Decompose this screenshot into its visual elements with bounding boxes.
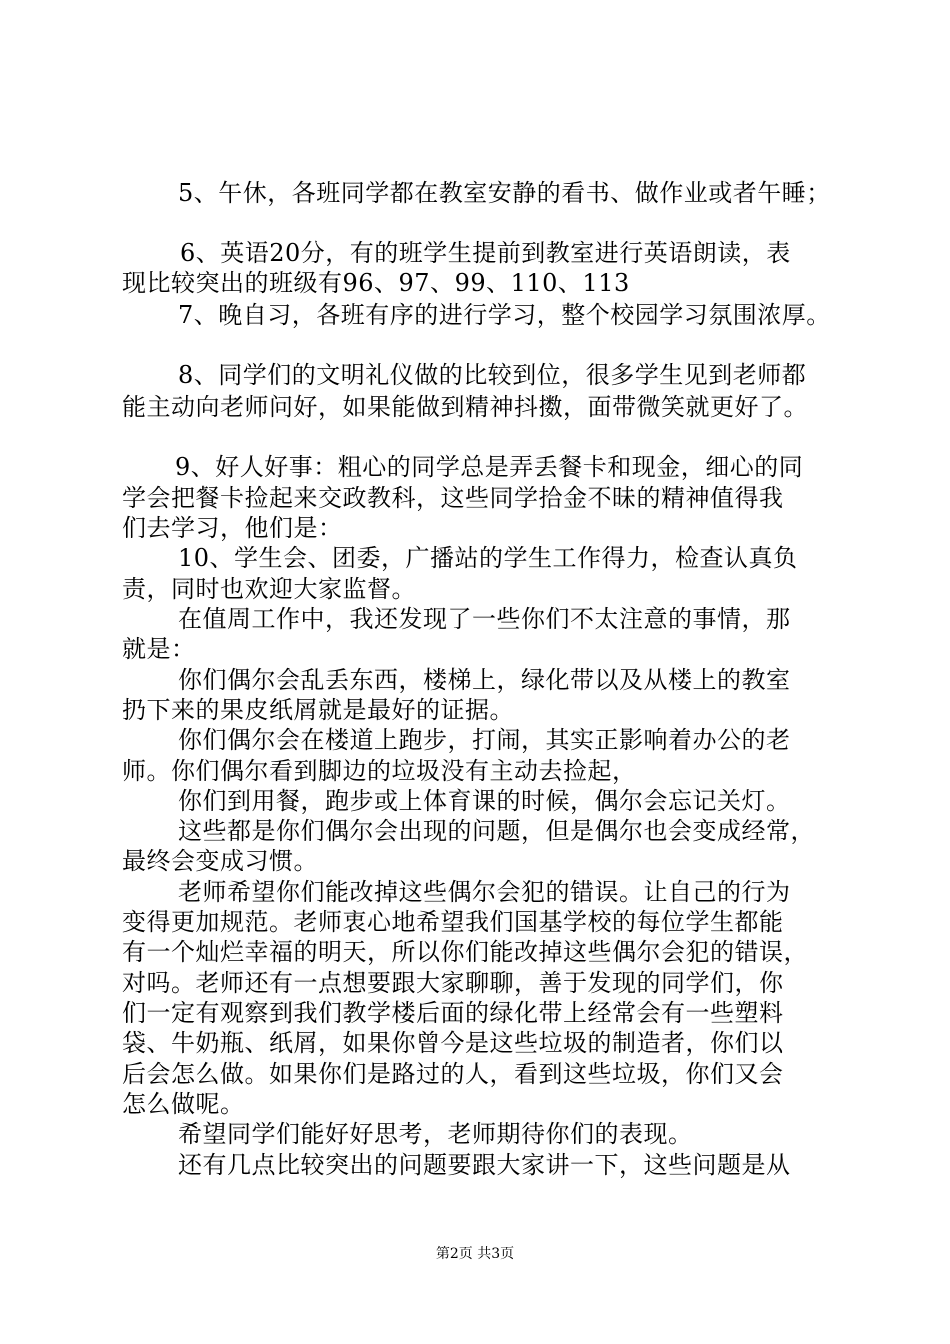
text-line: 后会怎么做。如果你们是路过的人，看到这些垃圾，你们又会: [122, 1060, 784, 1088]
text-line: 老师希望你们能改掉这些偶尔会犯的错误。让自己的行为: [178, 878, 791, 906]
text-line: 10、学生会、团委，广播站的学生工作得力，检查认真负: [178, 544, 798, 572]
text-line: 袋、牛奶瓶、纸屑，如果你曾今是这些垃圾的制造者，你们以: [122, 1029, 784, 1057]
text-line: 还有几点比较突出的问题要跟大家讲一下，这些问题是从: [178, 1151, 791, 1179]
text-line: 7、晚自习，各班有序的进行学习，整个校园学习氛围浓厚。: [178, 301, 831, 329]
text-line: 们一定有观察到我们教学楼后面的绿化带上经常会有一些塑料: [122, 999, 784, 1027]
text-line: 9、好人好事：粗心的同学总是弄丢餐卡和现金，细心的同: [175, 453, 804, 481]
text-line: 5、午休，各班同学都在教室安静的看书、做作业或者午睡；: [178, 179, 831, 207]
text-line: 就是：: [122, 635, 196, 663]
text-line: 变得更加规范。老师衷心地希望我们国基学校的每位学生都能: [122, 908, 784, 936]
text-line: 最终会变成习惯。: [122, 847, 318, 875]
text-line: 你们到用餐，跑步或上体育课的时候，偶尔会忘记关灯。: [178, 787, 791, 815]
text-line: 能主动向老师问好，如果能做到精神抖擞，面带微笑就更好了。: [122, 393, 808, 421]
text-line: 师。你们偶尔看到脚边的垃圾没有主动去捡起，: [122, 757, 637, 785]
page-number-footer: 第2页 共3页: [435, 1246, 515, 1262]
text-line: 在值周工作中，我还发现了一些你们不太注意的事情，那: [178, 605, 791, 633]
text-line: 学会把餐卡捡起来交政教科，这些同学拾金不昧的精神值得我: [122, 484, 784, 512]
text-line: 对吗。老师还有一点想要跟大家聊聊，善于发现的同学们，你: [122, 969, 784, 997]
text-line: 现比较突出的班级有96、97、99、110、113: [122, 269, 630, 297]
text-line: 责，同时也欢迎大家监督。: [122, 575, 416, 603]
text-line: 希望同学们能好好思考，老师期待你们的表现。: [178, 1120, 693, 1148]
text-line: 怎么做呢。: [122, 1090, 245, 1118]
text-line: 你们偶尔会乱丢东西，楼梯上，绿化带以及从楼上的教室: [178, 666, 791, 694]
text-line: 扔下来的果皮纸屑就是最好的证据。: [122, 696, 514, 724]
text-line: 们去学习，他们是：: [122, 514, 343, 542]
text-line: 这些都是你们偶尔会出现的问题，但是偶尔也会变成经常，: [178, 817, 815, 845]
text-line: 有一个灿烂幸福的明天，所以你们能改掉这些偶尔会犯的错误，: [122, 938, 808, 966]
text-line: 你们偶尔会在楼道上跑步，打闹，其实正影响着办公的老: [178, 726, 791, 754]
text-line: 6、英语20分，有的班学生提前到教室进行英语朗读，表: [180, 239, 791, 267]
text-line: 8、同学们的文明礼仪做的比较到位，很多学生见到老师都: [178, 361, 807, 389]
